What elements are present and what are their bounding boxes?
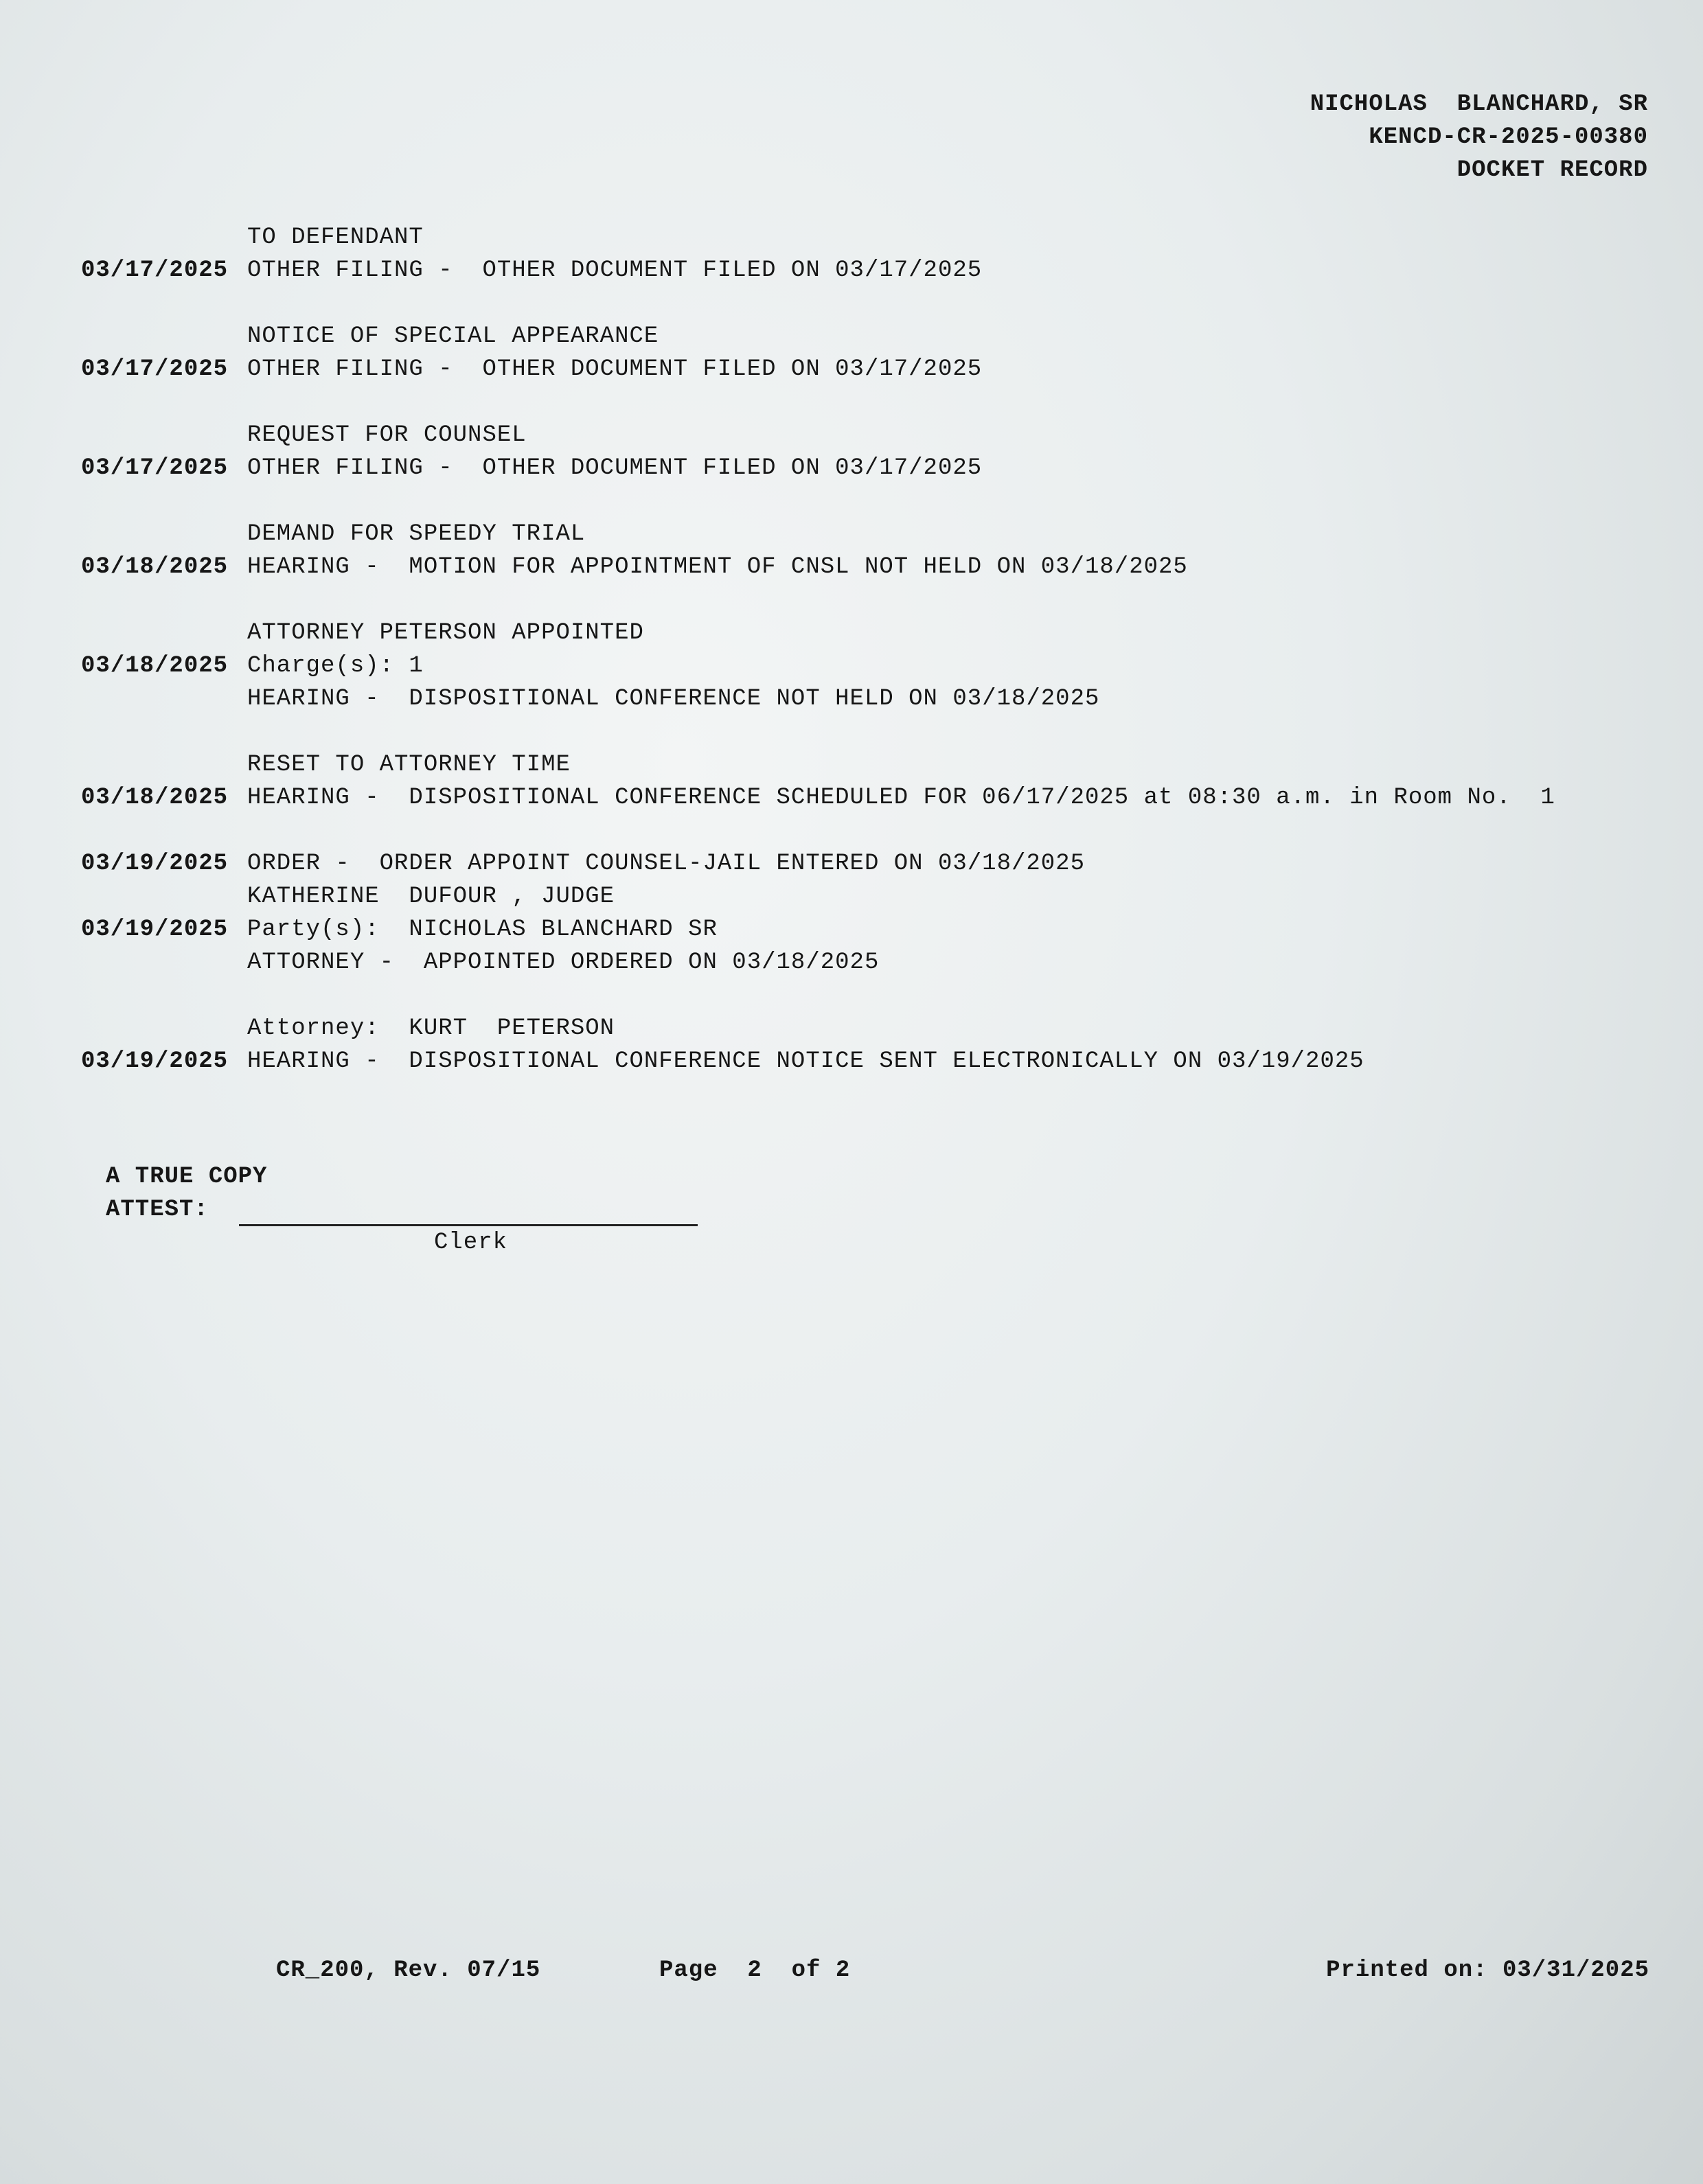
docket-line xyxy=(81,781,1555,814)
entry-date: 03/17/2025 xyxy=(81,257,229,284)
docket-line xyxy=(81,452,1555,485)
entry-spacer xyxy=(81,584,1555,617)
entry-spacer xyxy=(81,814,1555,847)
docket-line xyxy=(81,880,1555,913)
clerk-label: Clerk xyxy=(434,1230,508,1256)
entry-date xyxy=(81,748,247,781)
entry-text: HEARING - DISPOSITIONAL CONFERENCE SCHEDULED FOR 06/17/2025 at 08:30 a.m. in Room No. 1 xyxy=(247,785,1555,811)
entry-date: 03/18/2025 xyxy=(81,554,229,580)
entry-text: RESET TO ATTORNEY TIME xyxy=(247,752,571,778)
docket-entries xyxy=(81,221,1555,1078)
docket-line xyxy=(81,913,1555,946)
docket-line xyxy=(81,518,1555,551)
entry-text: TO DEFENDANT xyxy=(247,225,424,251)
entry-date xyxy=(81,617,247,650)
entry-spacer xyxy=(81,485,1555,518)
printed-date: Printed on: 03/31/2025 xyxy=(1326,1957,1649,1984)
docket-line xyxy=(81,419,1555,452)
docket-line xyxy=(81,847,1555,880)
entry-date xyxy=(81,221,247,254)
entry-date: 03/19/2025 xyxy=(81,1048,229,1074)
entry-date: 03/18/2025 xyxy=(81,653,229,679)
case-header xyxy=(1310,88,1648,187)
entry-text: DEMAND FOR SPEEDY TRIAL xyxy=(247,521,586,547)
entry-date: 03/19/2025 xyxy=(81,917,229,943)
entry-date xyxy=(81,518,247,551)
entry-text: OTHER FILING - OTHER DOCUMENT FILED ON 03/17/2025 xyxy=(247,257,983,284)
entry-text: REQUEST FOR COUNSEL xyxy=(247,422,527,448)
entry-text: HEARING - DISPOSITIONAL CONFERENCE NOT HELD ON 03/18/2025 xyxy=(247,686,1100,712)
form-number: CR_200, Rev. 07/15 xyxy=(276,1957,541,1984)
entry-date: 03/18/2025 xyxy=(81,785,229,811)
entry-text: ATTORNEY - APPOINTED ORDERED ON 03/18/2025 xyxy=(247,950,880,976)
entry-date: 03/17/2025 xyxy=(81,356,229,382)
docket-line xyxy=(81,748,1555,781)
document-type: DOCKET RECORD xyxy=(1456,157,1648,183)
docket-line xyxy=(81,1045,1555,1078)
entry-text: ORDER - ORDER APPOINT COUNSEL-JAIL ENTERED ON 03/18/2025 xyxy=(247,851,1085,877)
entry-text: OTHER FILING - OTHER DOCUMENT FILED ON 03/17/2025 xyxy=(247,455,983,481)
signature-line xyxy=(239,1204,698,1226)
docket-line xyxy=(81,682,1555,715)
entry-date xyxy=(81,946,247,979)
docket-line xyxy=(81,320,1555,353)
entry-text: Attorney: KURT PETERSON xyxy=(247,1015,615,1042)
attest-row xyxy=(106,1193,698,1226)
entry-text: NOTICE OF SPECIAL APPEARANCE xyxy=(247,323,659,349)
docket-line xyxy=(81,946,1555,979)
docket-line xyxy=(81,1012,1555,1045)
entry-date xyxy=(81,320,247,353)
page-number: Page 2 of 2 xyxy=(659,1957,851,1984)
docket-line xyxy=(81,353,1555,386)
entry-spacer xyxy=(81,979,1555,1012)
docket-line xyxy=(81,254,1555,287)
entry-spacer xyxy=(81,386,1555,419)
attest-label: ATTEST: xyxy=(106,1197,209,1223)
entry-date: 03/17/2025 xyxy=(81,455,229,481)
docket-line xyxy=(81,551,1555,584)
entry-date xyxy=(81,880,247,913)
entry-spacer xyxy=(81,715,1555,748)
defendant-name: NICHOLAS BLANCHARD, SR xyxy=(1310,91,1648,117)
entry-date xyxy=(81,419,247,452)
certification-block xyxy=(106,1160,698,1226)
entry-date xyxy=(81,1012,247,1045)
entry-text: ATTORNEY PETERSON APPOINTED xyxy=(247,620,644,646)
entry-text: Party(s): NICHOLAS BLANCHARD SR xyxy=(247,917,718,943)
entry-text: HEARING - MOTION FOR APPOINTMENT OF CNSL NOT HELD ON 03/18/2025 xyxy=(247,554,1188,580)
case-number: KENCD-CR-2025-00380 xyxy=(1369,124,1648,150)
entry-text: OTHER FILING - OTHER DOCUMENT FILED ON 03/17/2025 xyxy=(247,356,983,382)
entry-spacer xyxy=(81,287,1555,320)
true-copy-label: A TRUE COPY xyxy=(106,1164,268,1190)
entry-text: HEARING - DISPOSITIONAL CONFERENCE NOTICE SENT ELECTRONICALLY ON 03/19/2025 xyxy=(247,1048,1364,1074)
entry-text: KATHERINE DUFOUR , JUDGE xyxy=(247,884,615,910)
entry-text: Charge(s): 1 xyxy=(247,653,424,679)
docket-line xyxy=(81,221,1555,254)
page-footer xyxy=(0,1954,1703,1995)
docket-line xyxy=(81,617,1555,650)
docket-line xyxy=(81,650,1555,682)
entry-date: 03/19/2025 xyxy=(81,851,229,877)
entry-date xyxy=(81,682,247,715)
